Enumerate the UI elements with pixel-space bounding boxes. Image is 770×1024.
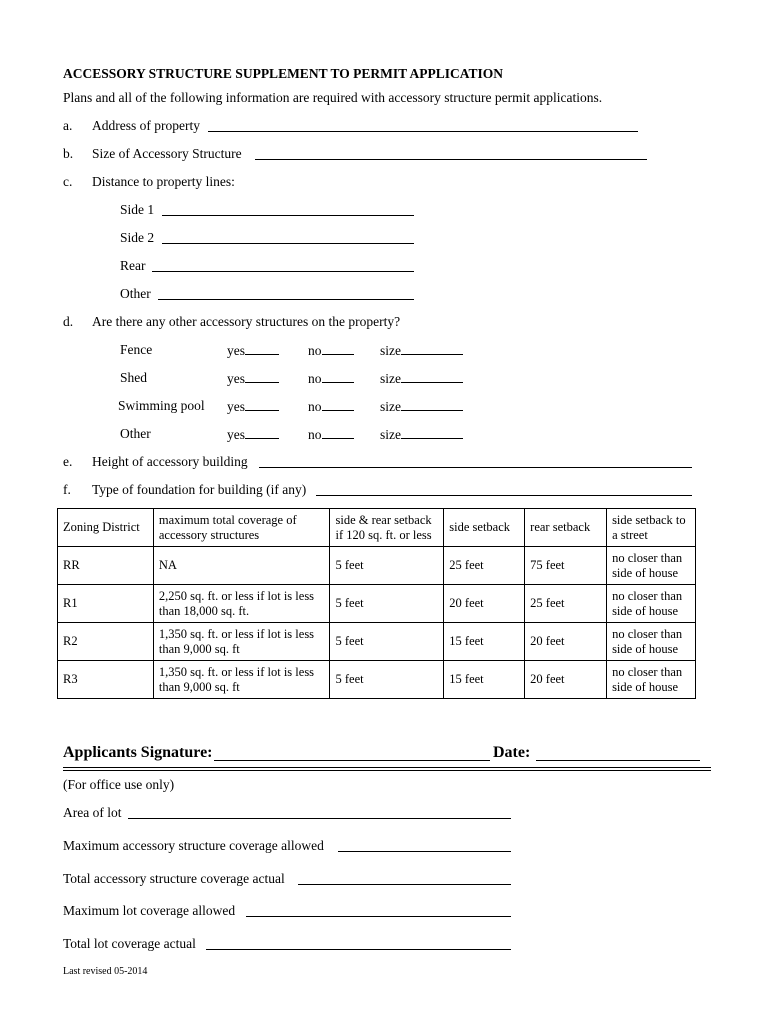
item-c-letter: c. xyxy=(63,174,73,189)
shed-no-label: no xyxy=(308,371,322,386)
table-cell: 1,350 sq. ft. or less if lot is less than 9,000 sq. ft xyxy=(153,623,330,661)
shed-size-label: size xyxy=(380,371,401,386)
pool-no-label: no xyxy=(308,399,322,414)
item-f-label: Type of foundation for building (if any) xyxy=(92,482,307,497)
side1-label: Side 1 xyxy=(120,202,155,217)
total-accessory-coverage-field[interactable] xyxy=(298,870,511,885)
pool-no-field[interactable] xyxy=(322,398,354,411)
fence-yes-field[interactable] xyxy=(245,342,279,355)
table-cell: 20 feet xyxy=(444,585,525,623)
pool-size-field[interactable] xyxy=(401,398,463,411)
table-cell: R3 xyxy=(58,661,154,699)
shed-size-field[interactable] xyxy=(401,370,463,383)
other-size-field[interactable] xyxy=(401,426,463,439)
table-cell: no closer than side of house xyxy=(607,661,696,699)
structure-fence-label: Fence xyxy=(120,342,153,357)
rear-label: Rear xyxy=(120,258,146,273)
other-no-label: no xyxy=(308,427,322,442)
other-no-field[interactable] xyxy=(322,426,354,439)
date-label: Date: xyxy=(493,744,531,761)
height-field[interactable] xyxy=(259,453,692,468)
applicant-signature-field[interactable] xyxy=(214,744,490,761)
table-cell: 5 feet xyxy=(330,661,444,699)
header-max-coverage: maximum total coverage of accessory structures xyxy=(153,509,330,547)
intro-text: Plans and all of the following information are required with accessory structure permit applications. xyxy=(63,90,603,105)
shed-yes-field[interactable] xyxy=(245,370,279,383)
other-distance-field[interactable] xyxy=(158,285,414,300)
date-field[interactable] xyxy=(536,744,700,761)
max-lot-coverage-label: Maximum lot coverage allowed xyxy=(63,903,236,918)
area-of-lot-field[interactable] xyxy=(128,804,511,819)
table-cell: 1,350 sq. ft. or less if lot is less than 9,000 sq. ft xyxy=(153,661,330,699)
table-cell: RR xyxy=(58,547,154,585)
divider xyxy=(63,767,711,768)
header-side-setback: side setback xyxy=(444,509,525,547)
fence-no-field[interactable] xyxy=(322,342,354,355)
table-cell: 5 feet xyxy=(330,585,444,623)
table-row xyxy=(58,585,696,623)
table-cell: 15 feet xyxy=(444,661,525,699)
table-header-row xyxy=(58,509,696,547)
total-lot-coverage-field[interactable] xyxy=(206,935,511,950)
area-of-lot-label: Area of lot xyxy=(63,805,122,820)
max-accessory-coverage-label: Maximum accessory structure coverage allowed xyxy=(63,838,324,853)
table-cell: 25 feet xyxy=(444,547,525,585)
table-row xyxy=(58,547,696,585)
table-cell: R2 xyxy=(58,623,154,661)
applicant-signature-label: Applicants Signature: xyxy=(63,744,213,761)
other-size-label: size xyxy=(380,427,401,442)
table-cell: no closer than side of house xyxy=(607,547,696,585)
other-yes-label: yes xyxy=(227,427,245,442)
item-c-label: Distance to property lines: xyxy=(92,174,235,189)
structure-pool-label: Swimming pool xyxy=(118,398,205,413)
address-field[interactable] xyxy=(208,117,638,132)
table-cell: 15 feet xyxy=(444,623,525,661)
zoning-table xyxy=(57,508,696,699)
fence-size-field[interactable] xyxy=(401,342,463,355)
side2-field[interactable] xyxy=(162,229,414,244)
header-side-rear-setback: side & rear setback if 120 sq. ft. or less xyxy=(330,509,444,547)
fence-size-label: size xyxy=(380,343,401,358)
item-a-letter: a. xyxy=(63,118,73,133)
fence-yes-label: yes xyxy=(227,343,245,358)
header-rear-setback: rear setback xyxy=(525,509,607,547)
divider xyxy=(63,770,711,771)
item-a-label: Address of property xyxy=(92,118,200,133)
structure-shed-label: Shed xyxy=(120,370,147,385)
item-d-label: Are there any other accessory structures on the property? xyxy=(92,314,401,329)
total-accessory-coverage-label: Total accessory structure coverage actual xyxy=(63,871,285,886)
table-cell: 75 feet xyxy=(525,547,607,585)
other-yes-field[interactable] xyxy=(245,426,279,439)
table-cell: no closer than side of house xyxy=(607,623,696,661)
table-cell: 2,250 sq. ft. or less if lot is less than 18,000 sq. ft. xyxy=(153,585,330,623)
total-lot-coverage-label: Total lot coverage actual xyxy=(63,936,196,951)
fence-no-label: no xyxy=(308,343,322,358)
max-accessory-coverage-field[interactable] xyxy=(338,837,511,852)
table-cell: 5 feet xyxy=(330,547,444,585)
max-lot-coverage-field[interactable] xyxy=(246,902,511,917)
table-cell: R1 xyxy=(58,585,154,623)
table-cell: NA xyxy=(153,547,330,585)
pool-size-label: size xyxy=(380,399,401,414)
table-cell: 5 feet xyxy=(330,623,444,661)
item-e-letter: e. xyxy=(63,454,73,469)
shed-no-field[interactable] xyxy=(322,370,354,383)
side2-label: Side 2 xyxy=(120,230,155,245)
item-f-letter: f. xyxy=(63,482,71,497)
size-field[interactable] xyxy=(255,145,647,160)
table-cell: 25 feet xyxy=(525,585,607,623)
structure-other-label: Other xyxy=(120,426,151,441)
other-distance-label: Other xyxy=(120,286,151,301)
shed-yes-label: yes xyxy=(227,371,245,386)
item-b-label: Size of Accessory Structure xyxy=(92,146,242,161)
table-cell: 20 feet xyxy=(525,623,607,661)
pool-yes-label: yes xyxy=(227,399,245,414)
item-d-letter: d. xyxy=(63,314,74,329)
item-b-letter: b. xyxy=(63,146,74,161)
header-zoning-district: Zoning District xyxy=(58,509,154,547)
table-cell: no closer than side of house xyxy=(607,585,696,623)
rear-field[interactable] xyxy=(152,257,414,272)
pool-yes-field[interactable] xyxy=(245,398,279,411)
side1-field[interactable] xyxy=(162,201,414,216)
office-use-heading: (For office use only) xyxy=(63,777,175,792)
last-revised: Last revised 05-2014 xyxy=(63,966,148,977)
header-street-setback: side setback to a street xyxy=(607,509,696,547)
foundation-field[interactable] xyxy=(316,481,692,496)
item-e-label: Height of accessory building xyxy=(92,454,248,469)
table-row xyxy=(58,623,696,661)
table-row xyxy=(58,661,696,699)
page-title: ACCESSORY STRUCTURE SUPPLEMENT TO PERMIT APPLICATION xyxy=(63,66,503,81)
table-cell: 20 feet xyxy=(525,661,607,699)
